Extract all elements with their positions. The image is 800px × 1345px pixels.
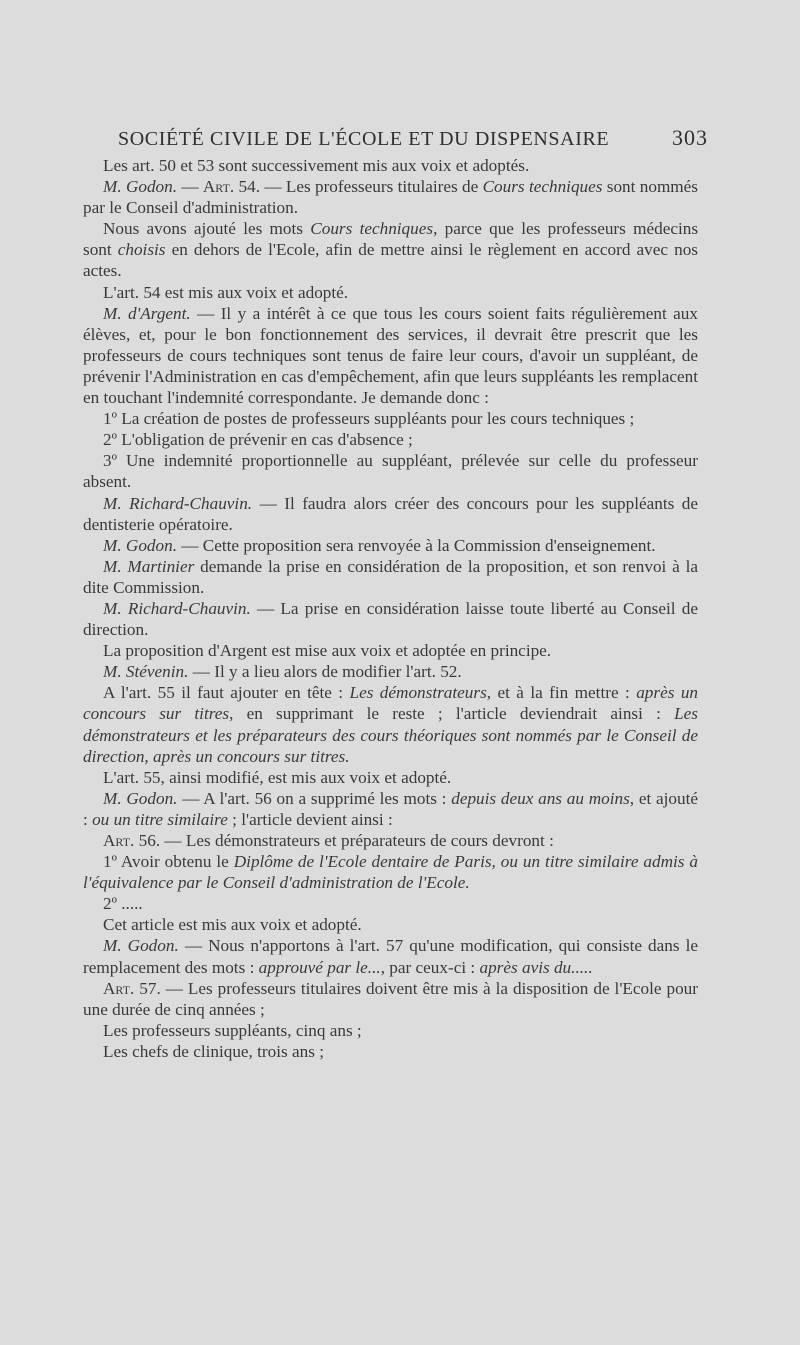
paragraph [83,830,698,851]
text-run: 2º ..... [103,894,143,914]
paragraph [83,408,698,429]
running-title: SOCIÉTÉ CIVILE DE L'ÉCOLE ET DU DISPENSAIRE [118,128,610,150]
paragraph [83,893,698,914]
text-run: , par ceux-ci : [380,957,480,977]
paragraph [83,1020,698,1041]
text-run: , en supprimant le reste ; l'article deviendrait ainsi : [229,704,675,724]
text-run: , et à la fin mettre : [486,683,637,703]
text-run: Art. [103,831,135,850]
paragraph [83,935,698,977]
text-run: — Il y a intérêt à ce que tous les cours soient faits régulièrement aux élèves, et, pour le bon fonctionnement des services, il devrait être prescrit que les professeurs de cours techniques sont tenus de faire leur cours, d'avoir un suppléant, de prévenir l'Administration en cas d'empêchement, afin que leurs suppléants les remplacent en touchant l'indemnité correspondante. Je demande donc : [83,303,698,408]
italic-text: M. Martinier [103,556,195,576]
text-run: — A l'art. 56 on a supprimé les mots : [177,788,452,808]
italic-text: M. d'Argent. [103,303,191,323]
italic-text: Cours techniques [482,177,603,197]
text-run: 57. — Les professeurs titulaires doivent être mis à la disposition de l'Ecole pour une durée de cinq années ; [83,978,698,1019]
text-run: La proposition d'Argent est mise aux voix et adoptée en principe. [103,641,552,661]
text-run: sont nommés par le Conseil d'administration. [83,177,698,218]
paragraph [83,556,698,598]
paragraph [83,788,698,830]
paragraph [83,914,698,935]
paragraph [83,450,698,492]
text-run: 2º L'obligation de prévenir en cas d'absence ; [103,430,413,450]
text-run: 54. — Les professeurs titulaires de [234,177,483,197]
text-run: — La prise en considération laisse toute liberté au Conseil de direction. [83,598,698,640]
text-run: Les professeurs suppléants, cinq ans ; [103,1020,362,1040]
text-run: ; l'article devient ainsi : [227,809,393,829]
text-run: — Il y a lieu alors de modifier l'art. 52. [188,662,462,682]
text-run: 3º Une indemnité proportionnelle au suppléant, prélevée sur celle du professeur absent. [83,451,698,492]
text-run: L'art. 54 est mis aux voix et adopté. [103,282,349,302]
paragraph [83,493,698,535]
text-run: , parce que les professeurs médecins sont [83,219,699,260]
text-run: Art. [103,978,135,998]
paragraph [83,282,698,303]
italic-text: M. Godon. [103,936,179,956]
italic-text: approuvé par le... [258,957,381,977]
text-run: — Cette proposition sera renvoyée à la Commission d'enseignement. [177,535,656,555]
paragraph [83,1041,698,1062]
text-run: , et ajouté : [83,788,699,829]
text-run: — [177,177,203,197]
paragraph [83,640,698,661]
text-run: Cet article est mis aux voix et adopté. [103,915,362,935]
text-run: Les chefs de clinique, trois ans ; [103,1041,324,1061]
paragraph [83,598,698,640]
italic-text: ou un titre similaire [92,809,228,829]
text-run: Art. [202,177,235,197]
text-run: 1º La création de postes de professeurs suppléants pour les cours techniques ; [103,409,635,429]
paragraph [83,851,698,893]
italic-text: choisis [117,240,166,260]
paragraph [83,535,698,556]
paragraph [83,661,698,682]
body-text [83,155,698,1062]
italic-text: M. Godon. [103,177,178,197]
italic-text: M. Richard-Chauvin. [103,493,253,513]
text-run: L'art. 55, ainsi modifié, est mis aux voix et adopté. [103,767,452,787]
paragraph [83,429,698,450]
text-run: — Il faudra alors créer des concours pour les suppléants de dentisterie opératoire. [83,493,698,534]
italic-text: Cours techniques [310,219,434,239]
italic-text: depuis deux ans au moins [451,788,630,808]
text-run: 1º Avoir obtenu le [103,852,234,872]
text-run: A l'art. 55 il faut ajouter en tête : [103,683,350,703]
paragraph [83,218,698,281]
text-run: demande la prise en considération de la proposition, et son renvoi à la dite Commission. [83,556,698,597]
running-header [118,125,708,151]
paragraph [83,303,698,408]
italic-text: Diplôme de l'Ecole dentaire de Paris, ou un titre similaire admis à l'équivalence par le Conseil d'administration de l'Ecole. [83,852,699,893]
text-run: — Nous n'apportons à l'art. 57 qu'une modification, qui consiste dans le remplacement des mots : [83,936,699,977]
text-run: Nous avons ajouté les mots [103,219,311,239]
italic-text: après avis du..... [479,957,593,977]
italic-text: M. Stévenin. [103,662,189,682]
paragraph [83,155,698,176]
paragraph [83,176,698,218]
text-run: Les art. 50 et 53 sont successivement mis aux voix et adoptés. [103,156,530,175]
italic-text: M. Godon. [103,788,178,808]
paragraph [83,767,698,788]
text-run: 56. — Les démonstrateurs et préparateurs de cours devront : [134,831,554,850]
italic-text: Les démonstrateurs [349,683,487,703]
page-number: 303 [672,125,708,150]
italic-text: M. Richard-Chauvin. [103,598,251,618]
italic-text: M. Godon. [103,535,177,555]
text-run: en dehors de l'Ecole, afin de mettre ainsi le règlement en accord avec nos actes. [83,240,698,281]
italic-text: Les démonstrateurs et les préparateurs des cours théoriques sont nommés par le Conseil de direction, après un concours sur titres. [83,704,698,766]
paragraph [83,978,698,1020]
paragraph [83,682,698,766]
italic-text: après un concours sur titres [83,683,699,724]
